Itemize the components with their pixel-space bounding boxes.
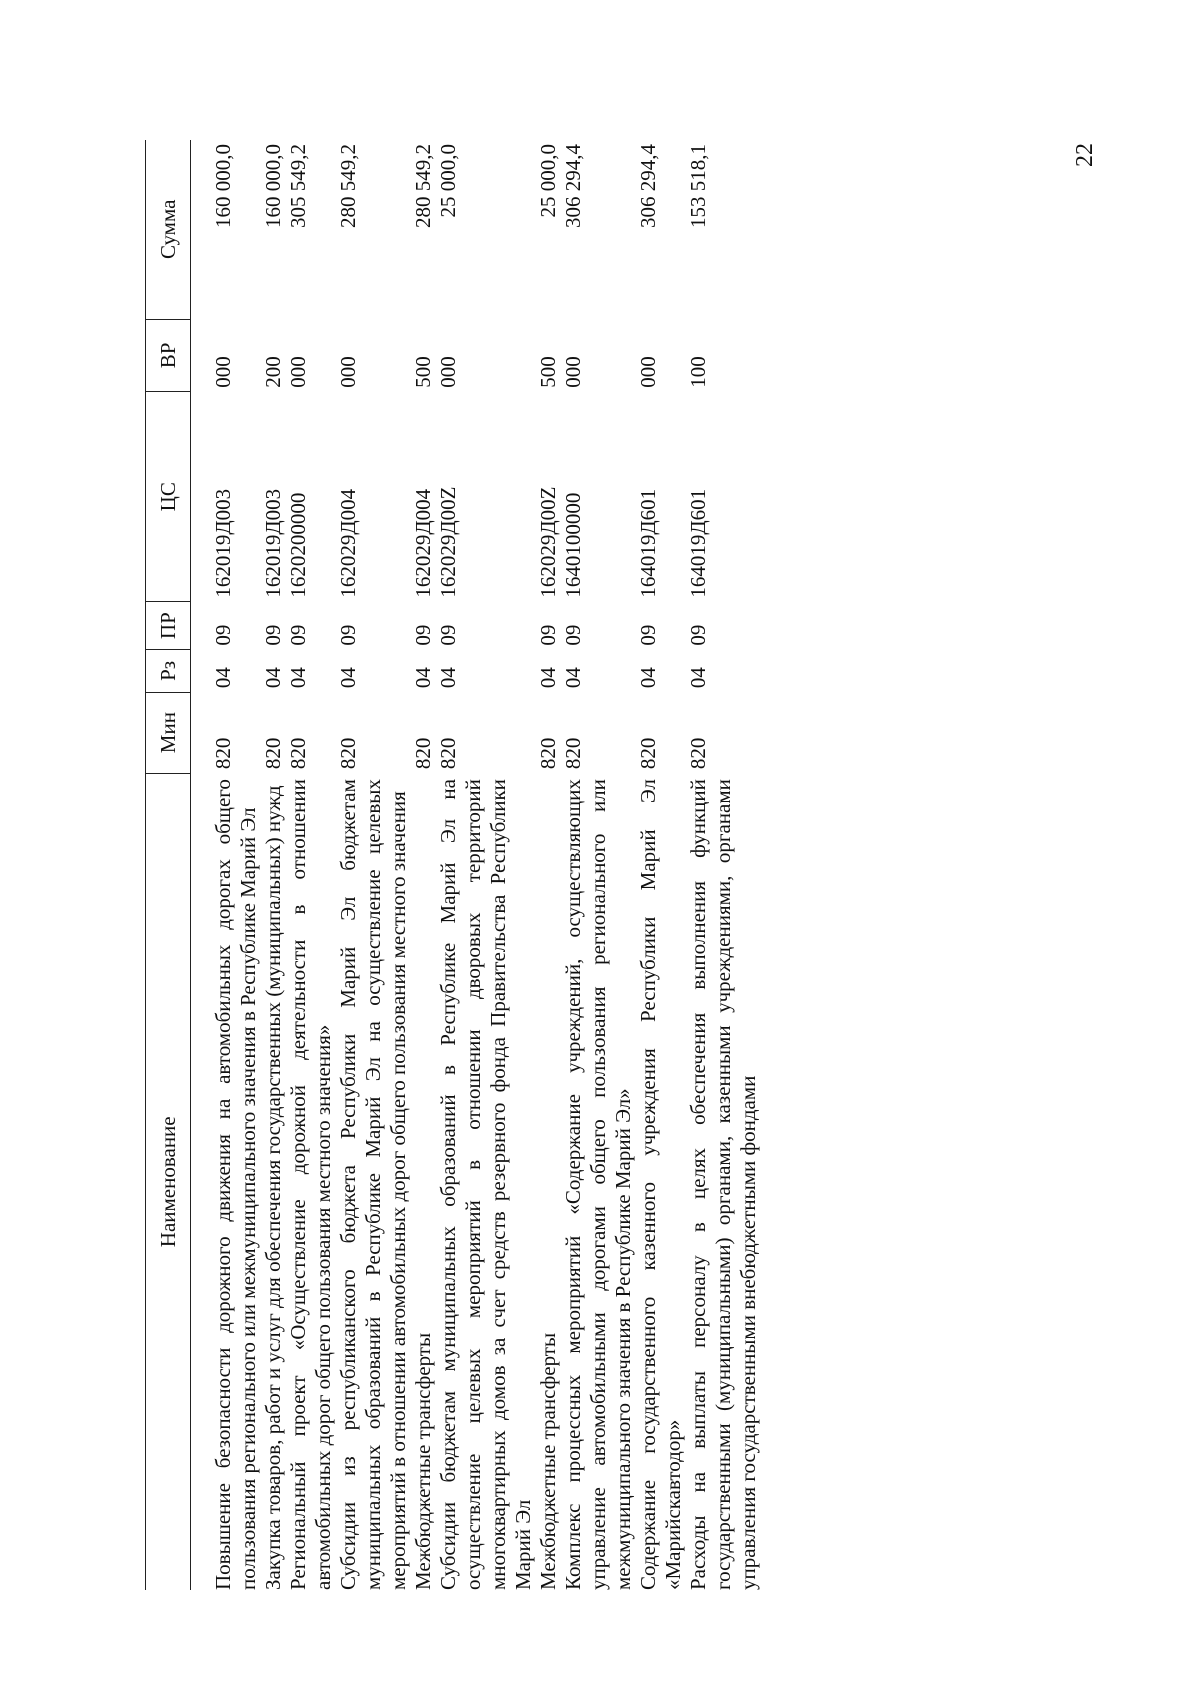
- cell-sum: 153 518,1: [686, 144, 710, 228]
- cell-name: Субсидии из республиканского бюджета Республики Марий Эл бюджетам муниципальных образований в Республике Марий Эл на осуществление целевых мероприятий в отношении автомобильных дорог общего пользования местного значения: [336, 779, 410, 1590]
- cell-name: Содержание государственного казенного учреждения Республики Марий Эл «Марийскавтодор»: [636, 779, 685, 1590]
- cell-sum: 280 549,2: [336, 144, 360, 228]
- table-row: [286, 140, 336, 1590]
- cell-sum: 305 549,2: [286, 144, 310, 228]
- cell-sum: 160 000,0: [261, 144, 285, 228]
- header-pr: ПР: [146, 602, 191, 650]
- header-sum: Сумма: [146, 140, 191, 319]
- cell-cs: 162019Д003: [211, 488, 235, 598]
- table-row: [436, 140, 536, 1590]
- header-cs: ЦС: [146, 392, 191, 602]
- cell-vr: 500: [411, 356, 435, 388]
- header-min: Мин: [146, 692, 191, 773]
- cell-name: Межбюджетные трансферты: [411, 1332, 435, 1590]
- cell-rz: 04: [536, 667, 560, 689]
- cell-pr: 09: [211, 624, 235, 646]
- cell-rz: 04: [436, 667, 460, 689]
- cell-cs: 164019Д601: [686, 488, 710, 598]
- cell-min: 820: [261, 737, 285, 770]
- cell-pr: 09: [536, 624, 560, 646]
- cell-pr: 09: [436, 624, 460, 646]
- table-row: [336, 140, 411, 1590]
- cell-name: Повышение безопасности дорожного движения на автомобильных дорогах общего пользования регионального или межмуниципального значения в Республике Марий Эл: [211, 779, 260, 1590]
- cell-name: Комплекс процессных мероприятий «Содержание учреждений, осуществляющих управление автомобильными дорогами общего пользования регионального или межмуниципального значения в Республике Марий Эл»: [561, 779, 635, 1590]
- cell-sum: 160 000,0: [211, 144, 235, 228]
- table-row: [191, 140, 262, 1590]
- header-vr: ВР: [146, 319, 191, 392]
- table-row: [261, 140, 286, 1590]
- cell-min: 820: [686, 737, 710, 770]
- cell-sum: 25 000,0: [536, 144, 560, 218]
- cell-sum: 306 294,4: [561, 144, 585, 228]
- cell-rz: 04: [336, 667, 360, 689]
- cell-vr: 000: [211, 356, 235, 388]
- table-row: [411, 140, 436, 1590]
- table-header: [146, 140, 191, 1590]
- cell-cs: 162029Д00Z: [436, 486, 460, 598]
- cell-vr: 000: [436, 356, 460, 388]
- cell-name: Расходы на выплаты персоналу в целях обеспечения выполнения функций государственными (муниципальными) органами, казенными учреждениями, органами управления государственными внебюджетными фондами: [686, 779, 760, 1590]
- cell-cs: 1620200000: [286, 492, 310, 598]
- cell-sum: 280 549,2: [411, 144, 435, 228]
- page-number: 22: [1072, 143, 1098, 167]
- cell-rz: 04: [686, 667, 710, 689]
- cell-min: 820: [211, 737, 235, 770]
- table-row: [561, 140, 636, 1590]
- cell-min: 820: [536, 737, 560, 770]
- cell-pr: 09: [336, 624, 360, 646]
- cell-cs: 164019Д601: [636, 488, 660, 598]
- cell-rz: 04: [561, 667, 585, 689]
- table-row: [536, 140, 561, 1590]
- cell-vr: 100: [686, 356, 710, 388]
- cell-vr: 500: [536, 356, 560, 388]
- cell-vr: 000: [561, 356, 585, 388]
- cell-name: Межбюджетные трансферты: [536, 1332, 560, 1590]
- cell-pr: 09: [686, 624, 710, 646]
- cell-vr: 000: [286, 356, 310, 388]
- cell-pr: 09: [261, 624, 285, 646]
- rotated-table-container: [145, 140, 1045, 1590]
- cell-sum: 25 000,0: [436, 144, 460, 218]
- cell-rz: 04: [636, 667, 660, 689]
- cell-pr: 09: [636, 624, 660, 646]
- cell-rz: 04: [411, 667, 435, 689]
- header-rz: Рз: [146, 650, 191, 693]
- cell-rz: 04: [286, 667, 310, 689]
- cell-pr: 09: [286, 624, 310, 646]
- cell-min: 820: [411, 737, 435, 770]
- cell-name: Региональный проект «Осуществление дорожной деятельности в отношении автомобильных дорог общего пользования местного значения»: [286, 779, 335, 1590]
- cell-vr: 200: [261, 356, 285, 388]
- cell-cs: 162029Д004: [411, 488, 435, 598]
- cell-pr: 09: [411, 624, 435, 646]
- budget-table: [145, 140, 761, 1590]
- cell-min: 820: [436, 737, 460, 770]
- cell-rz: 04: [261, 667, 285, 689]
- table-row: [636, 140, 686, 1590]
- cell-cs: 162019Д003: [261, 488, 285, 598]
- cell-vr: 000: [336, 356, 360, 388]
- cell-min: 820: [636, 737, 660, 770]
- cell-min: 820: [561, 737, 585, 770]
- cell-name: Субсидии бюджетам муниципальных образований в Республике Марий Эл на осуществление целевых мероприятий в отношении дворовых территорий многоквартирных домов за счет средств резервного фонда Правительства Республики Марий Эл: [436, 779, 535, 1590]
- cell-cs: 162029Д004: [336, 488, 360, 598]
- cell-min: 820: [336, 737, 360, 770]
- cell-vr: 000: [636, 356, 660, 388]
- cell-rz: 04: [211, 667, 235, 689]
- cell-name: Закупка товаров, работ и услуг для обеспечения государственных (муниципальных) нужд: [261, 785, 285, 1590]
- cell-sum: 306 294,4: [636, 144, 660, 228]
- header-name: Наименование: [146, 773, 191, 1590]
- table-body: [191, 140, 762, 1590]
- cell-cs: 1640100000: [561, 492, 585, 598]
- cell-cs: 162029Д00Z: [536, 486, 560, 598]
- cell-pr: 09: [561, 624, 585, 646]
- cell-min: 820: [286, 737, 310, 770]
- table-row: [686, 140, 761, 1590]
